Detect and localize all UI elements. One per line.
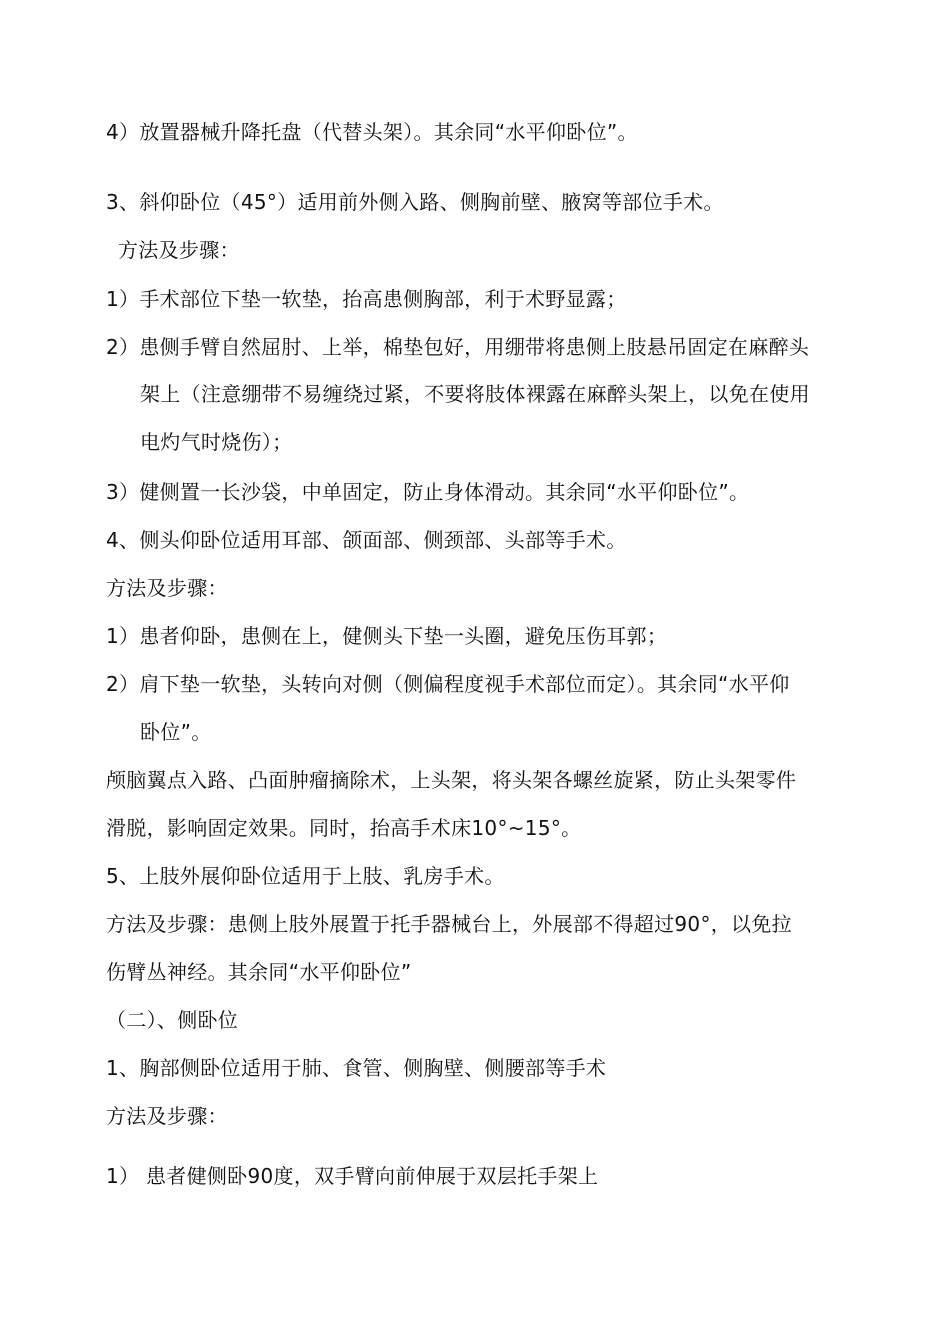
text-line: 滑脱，影响固定效果。同时，抬高手术床10°~15°。 (106, 816, 582, 840)
text-line: 3）健侧置一长沙袋，中单固定，防止身体滑动。其余同“水平仰卧位”。 (106, 480, 750, 504)
text-line: 卧位”。 (140, 720, 212, 744)
text-line: 方法及步骤： (106, 576, 228, 600)
text-line: 5、上肢外展仰卧位适用于上肢、乳房手术。 (106, 864, 505, 888)
text-line: （二）、侧卧位 (106, 1008, 239, 1032)
text-line: 2）肩下垫一软垫，头转向对侧（侧偏程度视手术部位而定）。其余同“水平仰 (106, 672, 790, 696)
text-line: 1）手术部位下垫一软垫，抬高患侧胸部，利于术野显露； (106, 287, 627, 311)
text-line: 架上（注意绷带不易缠绕过紧，不要将肢体裸露在麻醉头架上，以免在使用 (140, 382, 810, 406)
text-line: 1、胸部侧卧位适用于肺、食管、侧胸壁、侧腰部等手术 (106, 1056, 607, 1080)
text-line: 方法及步骤：患侧上肢外展置于托手器械台上，外展部不得超过90°，以免拉 (106, 912, 792, 936)
text-line: 3、斜仰卧位（45°）适用前外侧入路、侧胸前壁、腋窝等部位手术。 (106, 190, 724, 214)
text-line: 伤臂丛神经。其余同“水平仰卧位” (106, 960, 412, 984)
text-line: 电灼气时烧伤）； (140, 430, 293, 454)
text-line: 方法及步骤： (106, 1104, 228, 1128)
text-line: 2）患侧手臂自然屈肘、上举，棉垫包好，用绷带将患侧上肢悬吊固定在麻醉头 (106, 335, 810, 359)
text-line: 1）患者仰卧，患侧在上，健侧头下垫一头圈，避免压伤耳郭； (106, 624, 668, 648)
text-line: 颅脑翼点入路、凸面肿瘤摘除术，上头架，将头架各螺丝旋紧，防止头架零件 (106, 768, 797, 792)
text-line: 4）放置器械升降托盘（代替头架）。其余同“水平仰卧位”。 (106, 120, 638, 144)
text-line: 1） 患者健侧卧90度，双手臂向前伸展于双层托手架上 (106, 1164, 599, 1188)
text-line: 4、侧头仰卧位适用耳部、颌面部、侧颈部、头部等手术。 (106, 528, 627, 552)
text-line: 方法及步骤： (118, 238, 240, 262)
